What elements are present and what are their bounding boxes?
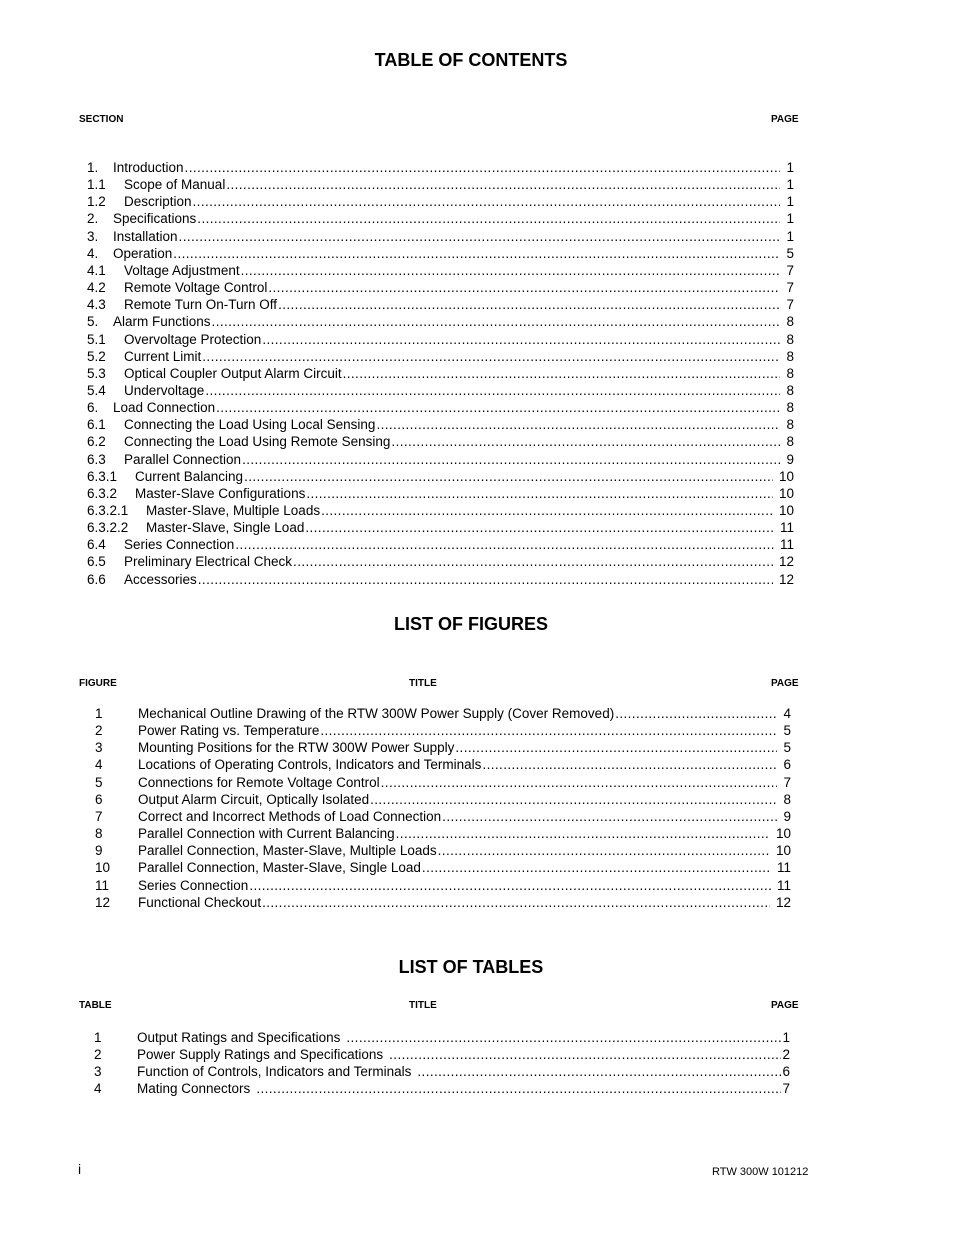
figure-entry-number: 12 [95,894,111,910]
toc-entry-page: 12 [778,554,794,570]
toc-entry-number: 3. [87,228,99,244]
figure-entry-leader [249,877,771,894]
table-entry-leader [389,1046,781,1063]
toc-entry-number: 4.3 [87,297,106,313]
toc-entry-title: Preliminary Electrical Check [124,554,293,570]
toc-entry-title: Alarm Functions [113,314,211,330]
figure-entry-leader [455,739,777,756]
toc-entry [87,502,794,519]
figure-entry [95,722,791,739]
figure-entry-number: 4 [95,757,103,773]
table-entry-number: 1 [94,1030,102,1045]
figure-entry-title: Parallel Connection, Master-Slave, Single Load [138,860,421,876]
toc-entry-title: Voltage Adjustment [124,262,240,278]
toc-entry-page: 8 [786,400,794,416]
tables-page-column-header: PAGE [771,1000,799,1011]
toc-entry-title: Current Balancing [135,468,244,484]
toc-entry [87,485,794,502]
toc-entry-page: 10 [778,503,794,518]
table-entry-leader [417,1063,781,1080]
figure-entry-number: 1 [95,706,103,721]
toc-entry-number: 1.1 [87,177,106,193]
toc-entry-title: Parallel Connection [124,451,242,467]
toc-entry-number: 6.5 [87,554,106,570]
toc-entry-title: Remote Voltage Control [124,280,268,296]
toc-entry-title: Current Limit [124,348,202,364]
toc-entry-leader [198,571,773,588]
figure-entry-title: Mounting Positions for the RTW 300W Power Supply [138,740,455,756]
figure-entry-title: Correct and Incorrect Methods of Load Connection [138,808,442,824]
table-entry-number: 3 [94,1064,102,1080]
figure-entry-page: 6 [783,757,791,773]
toc-entry-leader [216,399,780,416]
figure-entry-title: Mechanical Outline Drawing of the RTW 300W Power Supply (Cover Removed) [138,706,615,721]
figure-entry [95,791,791,808]
figure-entry [95,756,791,773]
toc-entry-leader [173,245,780,262]
figure-entry-page: 5 [783,740,791,756]
toc-entry-title: Introduction [113,160,184,175]
toc-entry [87,553,794,570]
tables-heading: LIST OF TABLES [398,957,544,977]
figure-entry-number: 5 [95,774,103,790]
toc-entry-page: 1 [786,160,794,175]
toc-entry-title: Specifications [113,211,197,227]
toc-entry-page: 9 [786,451,794,467]
table-entry-title: Mating Connectors [137,1081,251,1097]
table-entry [94,1046,790,1063]
table-entry-leader [256,1080,781,1097]
toc-entry-title: Accessories [124,571,197,587]
figure-entry-leader [396,825,770,842]
toc-entry-leader [226,176,780,193]
toc-entry [87,416,794,433]
toc-entry-leader [197,210,780,227]
figure-entry-number: 9 [95,843,103,859]
toc-entry [87,433,794,450]
figure-entry-number: 10 [95,860,111,876]
toc-entry-number: 6.3.2.1 [87,503,129,518]
toc-entry-leader [306,485,773,502]
toc-entry-page: 10 [778,468,794,484]
table-entry-title: Power Supply Ratings and Specifications [137,1047,384,1063]
toc-page-column-header: PAGE [771,114,799,125]
tables-table-column-header: TABLE [79,1000,112,1011]
figure-entry [95,859,791,876]
toc-entry-title: Installation [113,228,178,244]
toc-entry-title: Remote Turn On-Turn Off [124,297,278,313]
toc-entry [87,193,794,210]
toc-entry-title: Optical Coupler Output Alarm Circuit [124,365,342,381]
figure-entry [95,739,791,756]
table-entry [94,1063,790,1080]
table-entry-page: 2 [782,1047,790,1063]
figure-entry-page: 8 [783,791,791,807]
figure-entry-page: 11 [776,877,791,893]
figure-entry [95,808,791,825]
toc-entry-leader [244,468,773,485]
toc-entry-page: 7 [786,297,794,313]
table-entry-page: 6 [782,1064,790,1080]
toc-entry-leader [212,313,781,330]
toc-entry-title: Load Connection [113,400,216,416]
figure-entry-page: 10 [775,843,791,859]
toc-entry-number: 6.6 [87,571,106,587]
toc-entry-page: 1 [786,211,794,227]
figure-entry-leader [438,842,770,859]
table-entry-title: Function of Controls, Indicators and Terminals [137,1064,412,1080]
toc-entry-page: 1 [786,177,794,193]
figure-entry-page: 4 [783,706,791,721]
toc-entry-page: 8 [786,331,794,347]
toc-entry [87,313,794,330]
table-entry-title: Output Ratings and Specifications [137,1030,341,1045]
toc-entry-number: 5.1 [87,331,106,347]
toc-entry [87,451,794,468]
toc-entry [87,159,794,176]
toc-entry-page: 8 [786,365,794,381]
toc-entry-number: 5. [87,314,99,330]
figure-entry-number: 11 [95,877,110,893]
figure-entry [95,842,791,859]
toc-entry-title: Master-Slave, Single Load [146,520,305,536]
toc-entry-number: 6.3 [87,451,106,467]
figure-entry-page: 12 [775,894,791,910]
toc-entry-leader [391,433,780,450]
toc-entry [87,331,794,348]
figure-entry-title: Parallel Connection, Master-Slave, Multiple Loads [138,843,437,859]
figure-entry-title: Power Rating vs. Temperature [138,723,320,739]
figure-entry [95,774,791,791]
toc-entry-page: 1 [786,228,794,244]
toc-entry-title: Connecting the Load Using Local Sensing [124,417,376,433]
toc-section-column-header: SECTION [79,114,124,125]
toc-entry [87,210,794,227]
figure-entry-page: 5 [783,723,791,739]
table-entry-number: 2 [94,1047,102,1063]
toc-entry-leader [268,279,780,296]
figure-entry-page: 11 [776,860,791,876]
figure-entry-leader [615,705,777,722]
figure-entry [95,877,791,894]
toc-entry-leader [305,519,774,536]
figure-entry-number: 3 [95,740,103,756]
figure-entry-title: Connections for Remote Voltage Control [138,774,380,790]
figures-page-column-header: PAGE [771,678,799,689]
figure-entry-number: 2 [95,723,103,739]
footer-page-number: i [78,1161,82,1177]
toc-entry-page: 8 [786,382,794,398]
toc-entry-number: 4.2 [87,280,106,296]
toc-entry-number: 4.1 [87,262,106,278]
figure-entry-leader [482,756,777,773]
toc-entry-number: 2. [87,211,99,227]
toc-entry-page: 7 [786,280,794,296]
toc-entry-page: 10 [778,485,794,501]
toc-entry-title: Master-Slave, Multiple Loads [146,503,321,518]
toc-entry-leader [193,193,781,210]
figure-entry [95,705,791,722]
toc-entry [87,468,794,485]
footer-document-id: RTW 300W 101212 [712,1166,809,1178]
toc-entry-leader [205,382,780,399]
figure-entry-leader [262,894,770,911]
figure-entry-leader [422,859,771,876]
toc-entry-number: 6. [87,400,99,416]
toc-entry-number: 4. [87,245,99,261]
toc-entry-page: 8 [786,348,794,364]
toc-entry-title: Connecting the Load Using Remote Sensing [124,434,391,450]
figure-entry-leader [442,808,777,825]
toc-entry-leader [343,365,781,382]
tables-title-column-header: TITLE [409,1000,437,1011]
toc-entry-title: Undervoltage [124,382,205,398]
toc-entry-leader [185,159,781,176]
table-entry-number: 4 [94,1081,102,1097]
toc-entry-title: Description [124,194,192,210]
toc-entry-leader [293,553,773,570]
toc-entry-leader [235,536,774,553]
figure-entry-number: 6 [95,791,103,807]
figure-entry-title: Parallel Connection with Current Balancing [138,826,395,842]
toc-entry-leader [278,296,780,313]
toc-entry-page: 8 [786,314,794,330]
toc-entry-number: 6.4 [87,537,106,553]
toc-entry-title: Overvoltage Protection [124,331,262,347]
toc-entry [87,365,794,382]
toc-entry-page: 12 [778,571,794,587]
toc-entry [87,399,794,416]
toc-entry-page: 8 [786,417,794,433]
figure-entry [95,894,791,911]
figure-entry-number: 7 [95,808,103,824]
toc-entry-page: 5 [786,245,794,261]
toc-entry-number: 6.3.1 [87,468,118,484]
toc-entry-number: 6.1 [87,417,106,433]
toc-entry-number: 6.3.2 [87,485,118,501]
figure-entry-leader [370,791,777,808]
toc-entry-title: Scope of Manual [124,177,226,193]
figure-entry-title: Output Alarm Circuit, Optically Isolated [138,791,370,807]
toc-entry [87,348,794,365]
figures-title-column-header: TITLE [409,678,437,689]
toc-entry-page: 8 [786,434,794,450]
toc-entry-number: 5.4 [87,382,106,398]
toc-entry-number: 6.3.2.2 [87,520,129,536]
table-entry-page: 1 [782,1030,790,1045]
figure-entry [95,825,791,842]
figure-entry-title: Functional Checkout [138,894,262,910]
toc-entry-page: 11 [779,520,794,536]
toc-entry [87,536,794,553]
toc-entry-leader [242,451,780,468]
toc-heading: TABLE OF CONTENTS [374,50,568,70]
toc-entry-leader [376,416,780,433]
figure-entry-leader [381,774,778,791]
toc-entry-title: Series Connection [124,537,235,553]
toc-entry-leader [179,228,781,245]
table-entry-page: 7 [782,1081,790,1097]
figures-heading: LIST OF FIGURES [393,614,548,634]
toc-entry [87,228,794,245]
toc-entry-number: 1.2 [87,194,106,210]
table-entry [94,1029,790,1046]
figure-entry-leader [320,722,777,739]
table-entry-leader [346,1029,781,1046]
toc-entry-leader [202,348,780,365]
toc-entry-title: Master-Slave Configurations [135,485,306,501]
toc-entry [87,262,794,279]
toc-entry-page: 11 [779,537,794,553]
toc-entry-leader [241,262,781,279]
figure-entry-page: 10 [775,826,791,842]
toc-entry [87,176,794,193]
toc-entry [87,519,794,536]
figure-entry-title: Locations of Operating Controls, Indicators and Terminals [138,757,482,773]
toc-entry-number: 1. [87,160,99,175]
toc-entry-leader [262,331,780,348]
toc-entry [87,245,794,262]
table-entry [94,1080,790,1097]
toc-entry-title: Operation [113,245,173,261]
figure-entry-page: 9 [783,808,791,824]
toc-entry-leader [321,502,773,519]
toc-entry [87,382,794,399]
toc-entry-number: 5.2 [87,348,106,364]
toc-entry-number: 5.3 [87,365,106,381]
figure-entry-page: 7 [783,774,791,790]
figure-entry-title: Series Connection [138,877,249,893]
toc-entry [87,571,794,588]
toc-entry [87,279,794,296]
toc-entry-page: 1 [786,194,794,210]
figure-entry-number: 8 [95,826,103,842]
toc-entry [87,296,794,313]
figures-figure-column-header: FIGURE [79,678,117,689]
toc-entry-number: 6.2 [87,434,106,450]
toc-entry-page: 7 [786,262,794,278]
